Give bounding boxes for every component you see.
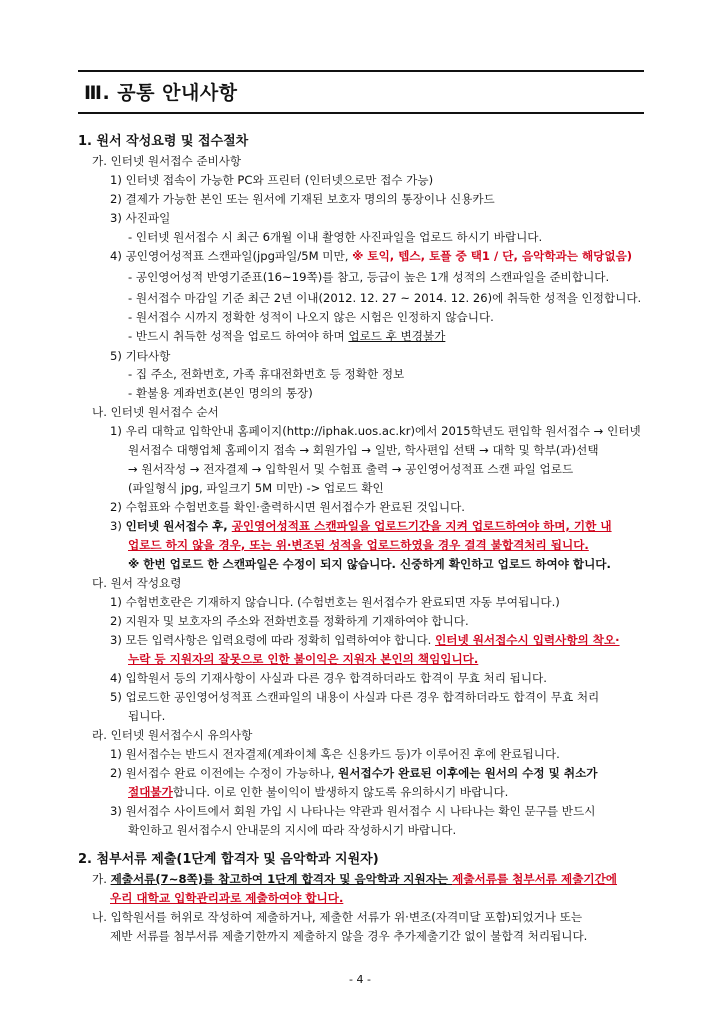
ra-heading: 라. 인터넷 원서접수시 유의사항 bbox=[92, 728, 253, 742]
s2-ga-warning: 제출서류를 첨부서류 제출기간에 bbox=[452, 872, 618, 886]
da-item-4: 4) 입학원서 등의 기재사항이 사실과 다른 경우 합격하더라도 합격이 무효 처리 됩니다. bbox=[110, 671, 547, 685]
ga-item-5: 5) 기타사항 bbox=[110, 349, 171, 363]
na-item-1-line-4: (파일형식 jpg, 파일크기 5M 미만) -> 업로드 확인 bbox=[128, 481, 384, 495]
ga-item-3-sub: - 인터넷 원서접수 시 최근 6개월 이내 촬영한 사진파일을 업로드 하시기 바랍니다. bbox=[128, 230, 543, 244]
da-item-1: 1) 수험번호란은 기재하지 않습니다. (수험번호는 원서접수가 완료되면 자동 부여됩니다.) bbox=[110, 595, 560, 609]
na-item-1-line-1: 1) 우리 대학교 입학안내 홈페이지(http://iphak.uos.ac.kr)에서 2015학년도 편입학 원서접수 → 인터넷 bbox=[110, 424, 641, 438]
ga-item-4-text: 4) 공인영어성적표 스캔파일(jpg파일/5M 미만, bbox=[110, 249, 353, 263]
ra-item-3-line-1: 3) 원서접수 사이트에서 회원 가입 시 나타나는 약관과 원서접수 시 나타나는 확인 문구를 반드시 bbox=[110, 804, 596, 818]
ga-item-1: 1) 인터넷 접속이 가능한 PC와 프린터 (인터넷으로만 접수 가능) bbox=[110, 173, 434, 187]
da-item-5-line-2: 됩니다. bbox=[128, 709, 166, 723]
page-number: - 4 - bbox=[349, 973, 371, 986]
ra-item-2-line-2 bbox=[128, 784, 508, 800]
na-item-3-warning: 공인영어성적표 스캔파일을 업로드기간을 지켜 업로드하여야 하며, 기한 내 bbox=[231, 519, 612, 533]
s2-ga-lead: 제출서류(7~8쪽)를 참고하여 1단계 합격자 및 음악학과 지원자는 bbox=[110, 872, 453, 886]
ga-item-5-sub-2: - 환불용 계좌번호(본인 명의의 통장) bbox=[128, 386, 313, 400]
ra-item-3-line-2: 확인하고 원서접수시 안내문의 지시에 따라 작성하시기 바랍니다. bbox=[128, 823, 457, 837]
s2-ga-line-2: 우리 대학교 입학관리과로 제출하여야 합니다. bbox=[110, 891, 344, 905]
na-item-3-lead: 인터넷 원서접수 후, bbox=[125, 519, 232, 533]
da-item-3-warning: 인터넷 원서접수시 입력사항의 착오· bbox=[435, 633, 620, 647]
s2-ga-line-1 bbox=[92, 871, 617, 887]
section-2-title: 2. 첨부서류 제출(1단계 합격자 및 음악학과 지원자) bbox=[78, 852, 379, 867]
ga-item-4-note: ※ 토익, 텝스, 토플 중 택1 / 단, 음악학과는 해당없음) bbox=[352, 249, 633, 263]
ga-item-4 bbox=[110, 248, 632, 264]
ga-item-3: 3) 사진파일 bbox=[110, 211, 171, 225]
s2-na-line-2: 제반 서류를 첨부서류 제출기한까지 제출하지 않을 경우 추가제출기간 없이 불합격 처리됩니다. bbox=[110, 929, 588, 943]
section-1-title: 1. 원서 작성요령 및 접수절차 bbox=[78, 134, 249, 149]
da-item-3-line-1 bbox=[110, 632, 620, 648]
s2-na-line-1: 나. 입학원서를 허위로 작성하여 제출하거나, 제출한 서류가 위·변조(자격미달 포함)되었거나 또는 bbox=[92, 910, 583, 924]
ga-item-4-sub-2: - 원서접수 마감일 기준 최근 2년 이내(2012. 12. 27 ~ 2014. 12. 26)에 취득한 성적을 인정합니다. bbox=[128, 291, 642, 305]
ra-item-2-line-1 bbox=[110, 765, 598, 781]
ga-item-4-sub-4-text: - 반드시 취득한 성적을 업로드 하여야 하며 bbox=[128, 329, 349, 343]
na-heading: 나. 인터넷 원서접수 순서 bbox=[92, 405, 219, 419]
na-item-1-line-3: → 원서작성 → 전자결제 → 입학원서 및 수험표 출력 → 공인영어성적표 스캔 파일 업로드 bbox=[128, 462, 574, 476]
ra-item-2-text: 2) 원서접수 완료 이전에는 수정이 가능하나, bbox=[110, 766, 339, 780]
ra-item-1: 1) 원서접수는 반드시 전자결제(계좌이체 혹은 신용카드 등)가 이루어진 후에 완료됩니다. bbox=[110, 747, 560, 761]
ra-item-2-emph: 원서접수가 완료된 이후에는 원서의 수정 및 취소가 bbox=[338, 766, 598, 780]
ga-item-2: 2) 결제가 가능한 본인 또는 원서에 기재된 보호자 명의의 통장이나 신용카드 bbox=[110, 192, 495, 206]
ga-item-4-sub-1: - 공인영어성적 반영기준표(16~19쪽)를 참고, 등급이 높은 1개 성적의 스캔파일을 준비합니다. bbox=[128, 270, 610, 284]
na-item-3-line-2: 업로드 하지 않을 경우, 또는 위·변조된 성적을 업로드하였을 경우 결격 불합격처리 됩니다. bbox=[128, 538, 589, 552]
ra-item-2-forbidden: 절대불가 bbox=[128, 785, 173, 799]
chapter-header bbox=[78, 70, 644, 114]
na-item-2: 2) 수험표와 수험번호를 확인·출력하시면 원서접수가 완료된 것입니다. bbox=[110, 500, 465, 514]
da-item-3-line-2: 누락 등 지원자의 잘못으로 인한 불이익은 지원자 본인의 책임입니다. bbox=[128, 652, 479, 666]
na-item-1-line-2: 원서접수 대행업체 홈페이지 접속 → 회원가입 → 일반, 학사편입 선택 → 대학 및 학부(과)선택 bbox=[128, 443, 599, 457]
ga-item-4-sub-4 bbox=[128, 328, 445, 344]
na-item-3-num: 3) bbox=[110, 519, 126, 533]
ga-heading: 가. 인터넷 원서접수 준비사항 bbox=[92, 154, 242, 168]
na-item-3-note: ※ 한번 업로드 한 스캔파일은 수정이 되지 않습니다. 신중하게 확인하고 업로드 하여야 합니다. bbox=[128, 557, 611, 571]
ga-item-4-sub-3: - 원서접수 시까지 정확한 성적이 나오지 않은 시험은 인정하지 않습니다. bbox=[128, 310, 494, 324]
s2-ga-num: 가. bbox=[92, 872, 111, 886]
ga-item-5-sub-1: - 집 주소, 전화번호, 가족 휴대전화번호 등 정확한 정보 bbox=[128, 367, 405, 381]
da-item-2: 2) 지원자 및 보호자의 주소와 전화번호를 정확하게 기재하여야 합니다. bbox=[110, 614, 469, 628]
ra-item-2-rest: 합니다. 이로 인한 불이익이 발생하지 않도록 유의하시기 바랍니다. bbox=[172, 785, 509, 799]
na-item-3-line-1 bbox=[110, 518, 612, 534]
ga-item-4-sub-4-emph: 업로드 후 변경불가 bbox=[348, 329, 446, 343]
chapter-title: Ⅲ. 공통 안내사항 bbox=[84, 82, 238, 104]
da-item-5-line-1: 5) 업로드한 공인영어성적표 스캔파일의 내용이 사실과 다른 경우 합격하더라도 합격이 무효 처리 bbox=[110, 690, 600, 704]
da-item-3-text: 3) 모든 입력사항은 입력요령에 따라 정확히 입력하여야 합니다. bbox=[110, 633, 436, 647]
da-heading: 다. 원서 작성요령 bbox=[92, 576, 182, 590]
